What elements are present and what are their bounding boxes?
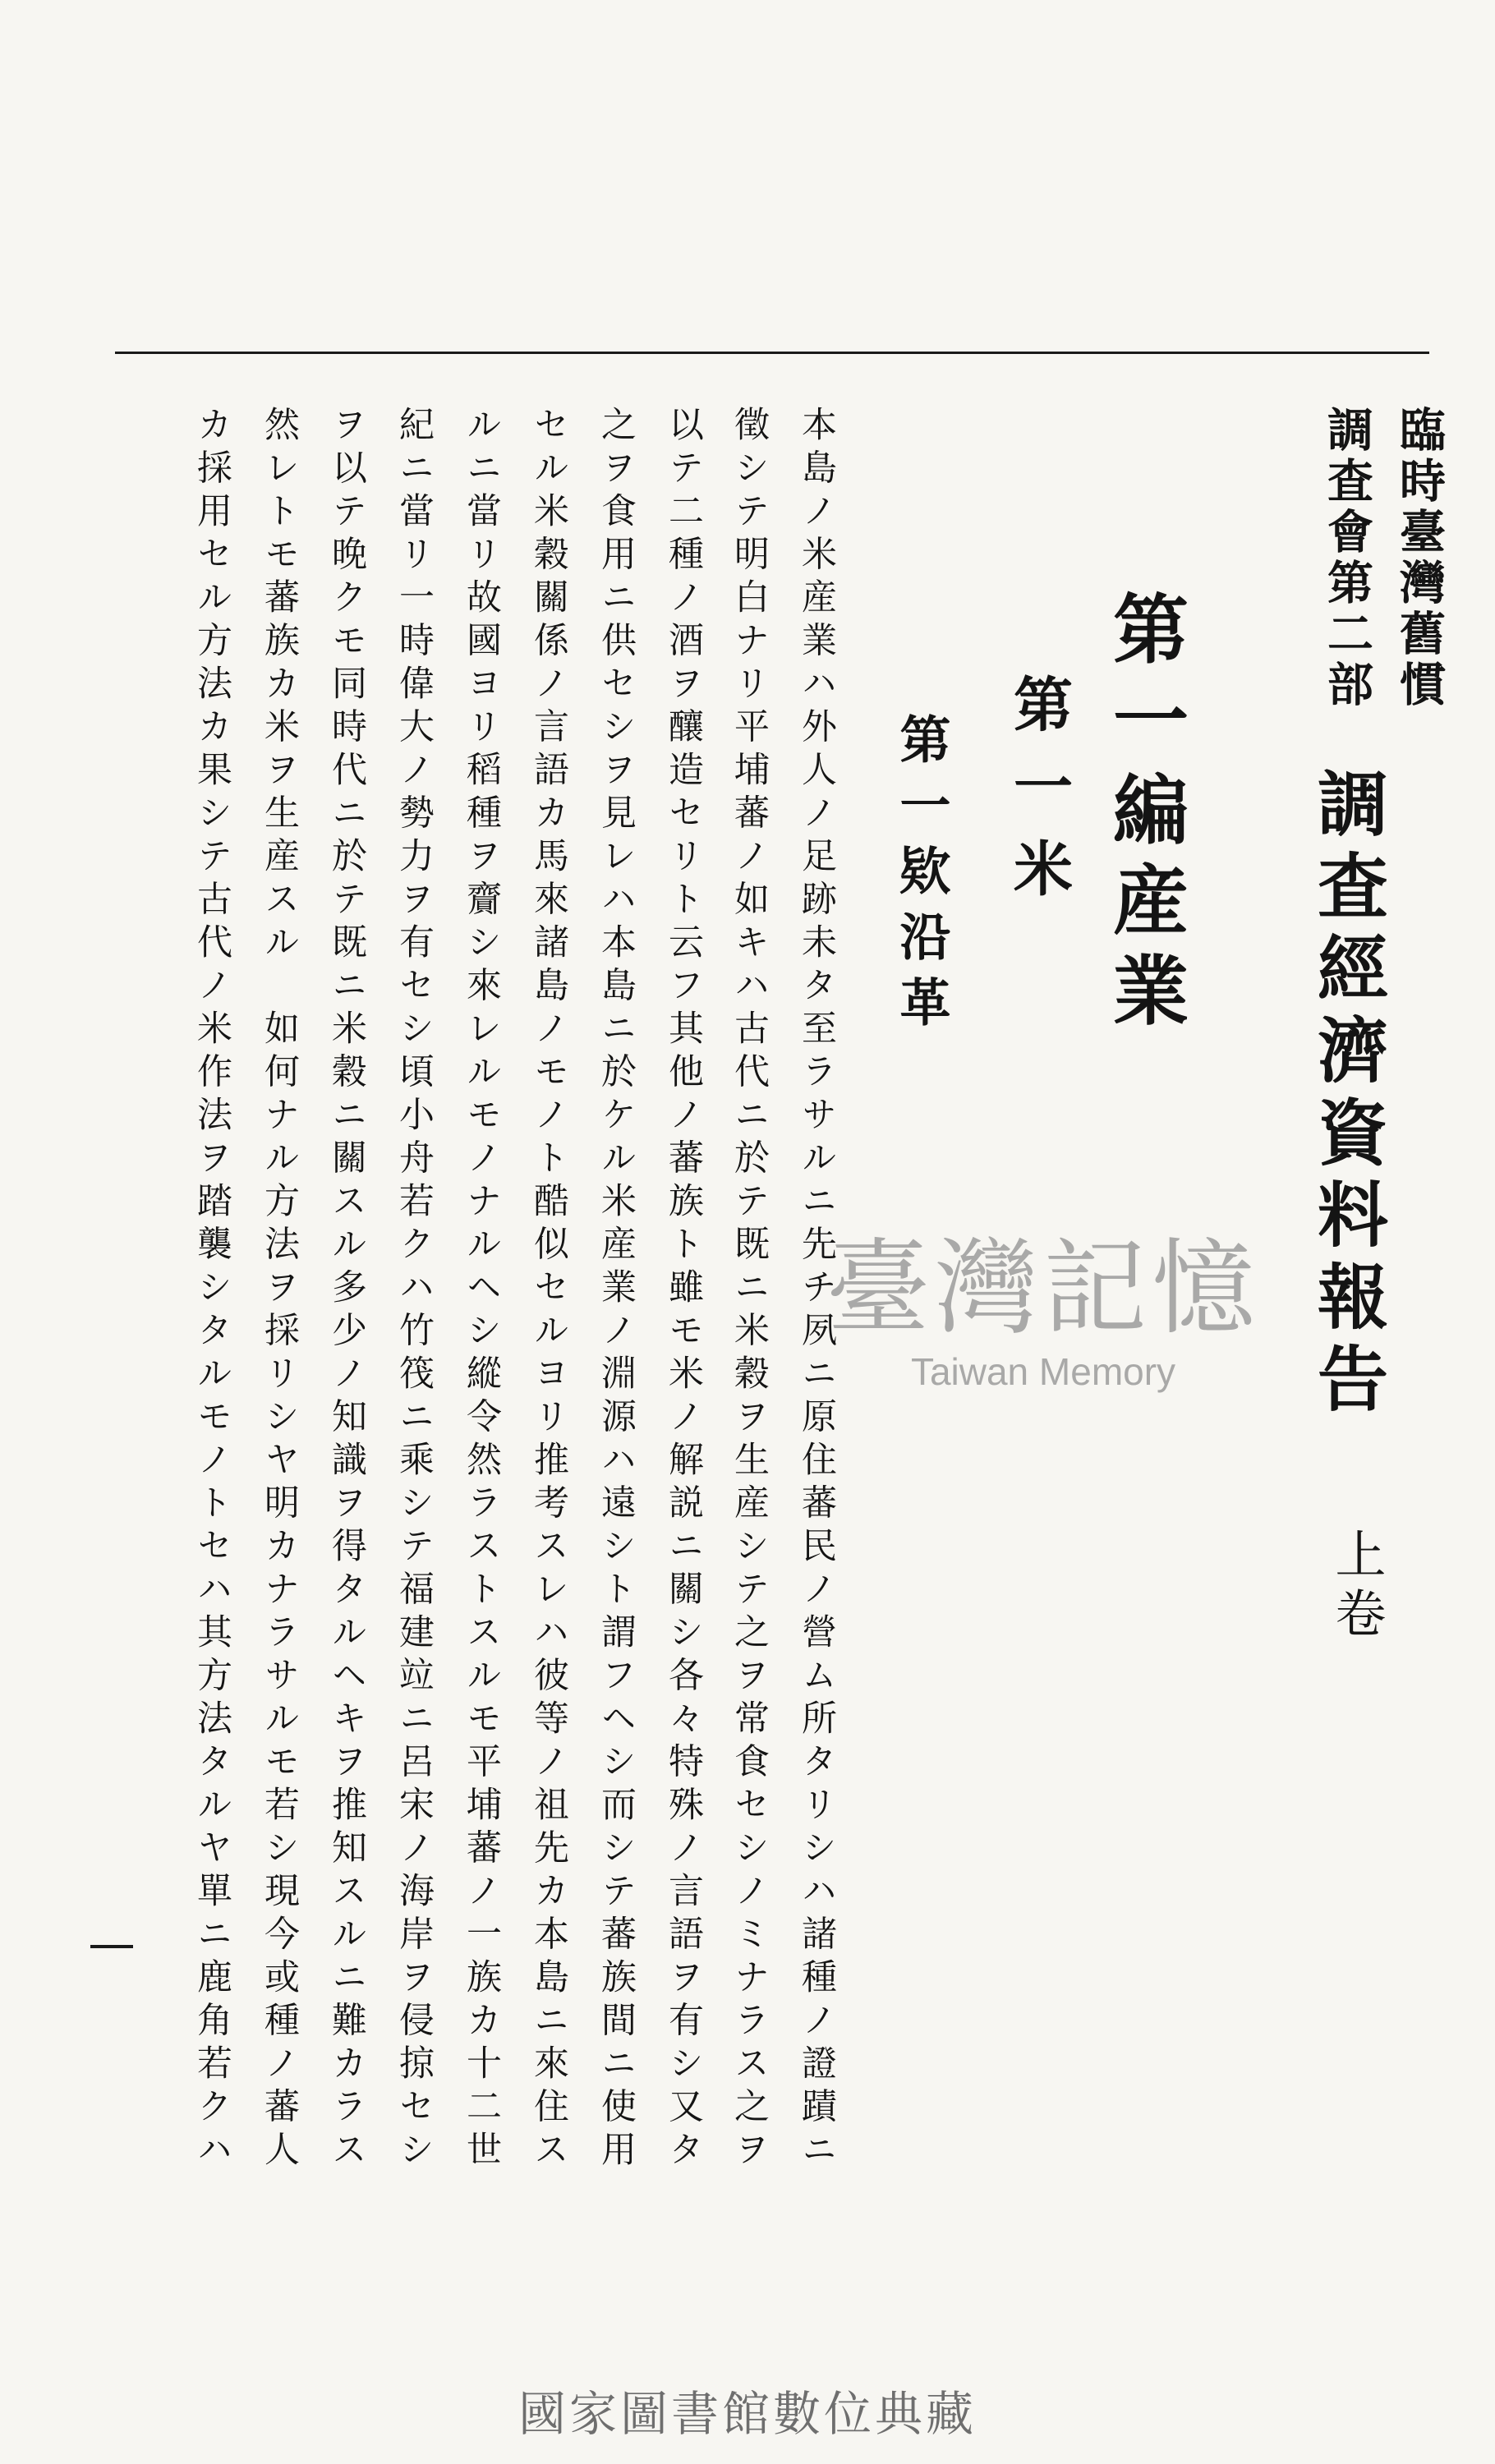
chapter-title: 米	[1004, 838, 1074, 920]
org-line-1: 臨時臺灣舊慣	[1392, 406, 1447, 711]
section-heading	[891, 713, 951, 1041]
section-number: 第一欵	[891, 713, 951, 910]
chapter-number: 第一	[1004, 673, 1074, 838]
part-heading	[1101, 590, 1189, 1041]
watermark-chinese: 臺灣記憶	[826, 1228, 1260, 1349]
body-column: ルニ當リ故國ヨリ稻種ヲ齎シ來レルモノナルヘシ縱令然ラストスルモ平埔蕃ノ一族カ十二世	[461, 406, 502, 2174]
part-number: 第一編	[1101, 590, 1189, 861]
chapter-heading	[1004, 673, 1074, 920]
section-title: 沿革	[891, 910, 951, 1041]
volume-label: 上卷	[1327, 1528, 1387, 1646]
body-column: 紀ニ當リ一時偉大ノ勢力ヲ有セシ頃小舟若クハ竹筏ニ乘シテ福建竝ニ呂宋ノ海岸ヲ侵掠セシ	[393, 406, 435, 2174]
body-column: 然レトモ蕃族カ米ヲ生産スル 如何ナル方法ヲ採リシヤ明カナラサルモ若シ現今或種ノ蕃人	[259, 406, 300, 2174]
body-column: 以テ二種ノ酒ヲ釀造セリト云フ其他ノ蕃族ト雖モ米ノ解説ニ關シ各々特殊ノ言語ヲ有シ又タ	[663, 406, 704, 2174]
org-line-2: 調査會第二部	[1320, 406, 1374, 711]
watermark-english: Taiwan Memory	[910, 1349, 1176, 1393]
body-column: 本島ノ米産業ハ外人ノ足跡未タ至ラサルニ先チ夙ニ原住蕃民ノ營ム所タリシハ諸種ノ證蹟ニ	[796, 406, 837, 2174]
page-number	[90, 1945, 133, 1948]
top-rule	[115, 352, 1429, 354]
watermark	[789, 1228, 1298, 1394]
body-column: 徵シテ明白ナリ平埔蕃ノ如キハ古代ニ於テ既ニ米穀ヲ生産シテ之ヲ常食セシノミナラス之ヲ	[729, 406, 770, 2174]
footer-credit: 國家圖書館數位典藏	[518, 2386, 977, 2442]
body-column: カ採用セル方法カ果シテ古代ノ米作法ヲ踏襲シタルモノトセハ其方法タルヤ單ニ鹿角若クハ	[191, 406, 232, 2174]
report-title: 調査經濟資料報告	[1305, 767, 1388, 1424]
body-column: セル米穀關係ノ言語カ馬來諸島ノモノト酷似セルヨリ推考スレハ彼等ノ祖先カ本島ニ來住ス	[528, 406, 569, 2174]
body-column: ヲ以テ晚クモ同時代ニ於テ既ニ米穀ニ關スル多少ノ知識ヲ得タルヘキヲ推知スルニ難カラス	[326, 406, 367, 2174]
body-column: 之ヲ食用ニ供セシヲ見レハ本島ニ於ケル米産業ノ淵源ハ遠シト謂フヘシ而シテ蕃族間ニ使用	[596, 406, 637, 2174]
part-title: 産業	[1101, 861, 1189, 1041]
